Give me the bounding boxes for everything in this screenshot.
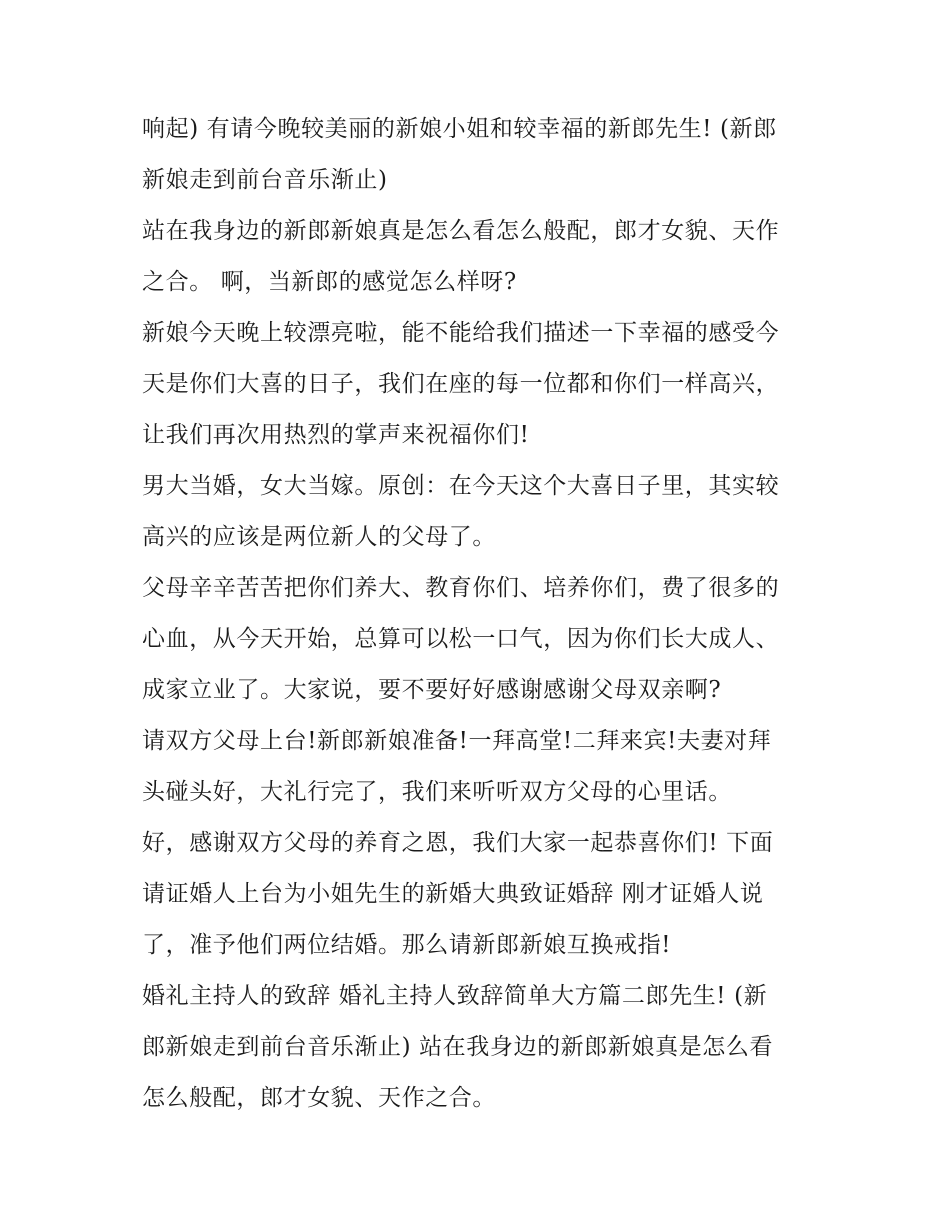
text-line: 成家立业了。大家说，要不要好好感谢感谢父母双亲啊? <box>142 677 722 703</box>
text-line: 婚礼主持人的致辞 婚礼主持人致辞简单大方篇二郎先生! (新 <box>142 983 768 1009</box>
text-line: 新娘走到前台音乐渐止) <box>142 167 388 193</box>
text-line: 天是你们大喜的日子，我们在座的每一位都和你们一样高兴， <box>142 371 780 397</box>
text-line: 请双方父母上台!新郎新娘准备!一拜高堂!二拜来宾!夫妻对拜 <box>142 728 772 754</box>
text-line: 心血，从今天开始，总算可以松一口气，因为你们长大成人、 <box>142 626 780 652</box>
body-text <box>142 104 822 1124</box>
text-line: 站在我身边的新郎新娘真是怎么看怎么般配，郎才女貌、天作 <box>142 218 780 244</box>
text-line: 父母辛辛苦苦把你们养大、教育你们、培养你们，费了很多的 <box>142 575 780 601</box>
text-line: 高兴的应该是两位新人的父母了。 <box>142 524 496 550</box>
text-line: 让我们再次用热烈的掌声来祝福你们! <box>142 422 530 448</box>
text-line: 新娘今天晚上较漂亮啦，能不能给我们描述一下幸福的感受今 <box>142 320 780 346</box>
text-line: 响起) 有请今晚较美丽的新娘小姐和较幸福的新郎先生! (新郎 <box>142 116 777 142</box>
text-line: 头碰头好，大礼行完了，我们来听听双方父母的心里话。 <box>142 779 732 805</box>
text-line: 男大当婚，女大当嫁。原创：在今天这个大喜日子里，其实较 <box>142 473 780 499</box>
text-line: 好，感谢双方父母的养育之恩，我们大家一起恭喜你们! 下面 <box>142 830 774 856</box>
text-line: 郎新娘走到前台音乐渐止) 站在我身边的新郎新娘真是怎么看 <box>142 1034 774 1060</box>
text-line: 怎么般配，郎才女貌、天作之合。 <box>142 1085 496 1111</box>
text-line: 了，准予他们两位结婚。那么请新郎新娘互换戒指! <box>142 932 672 958</box>
text-line: 之合。 啊，当新郎的感觉怎么样呀? <box>142 269 517 295</box>
text-line: 请证婚人上台为小姐先生的新婚大典致证婚辞 刚才证婚人说 <box>142 881 764 907</box>
